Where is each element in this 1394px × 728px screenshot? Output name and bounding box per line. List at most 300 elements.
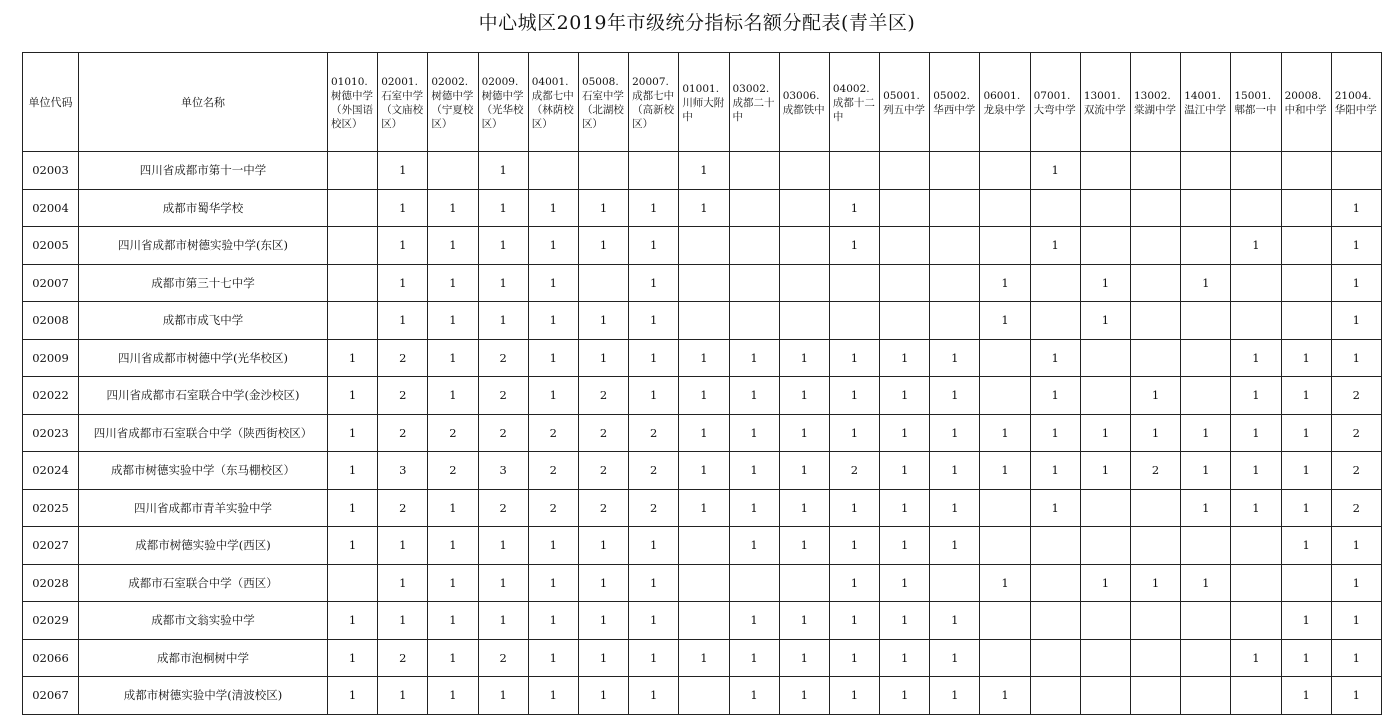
- unit-name-cell: 四川省成都市石室联合中学(金沙校区): [79, 377, 328, 415]
- quota-cell: 1: [1281, 377, 1331, 415]
- quota-cell: [779, 264, 829, 302]
- unit-name-cell: 成都市文翁实验中学: [79, 602, 328, 640]
- quota-cell: [980, 527, 1030, 565]
- quota-cell: [1131, 489, 1181, 527]
- header-school: 05008.石室中学（北湖校区）: [578, 53, 628, 152]
- quota-cell: 1: [328, 527, 378, 565]
- quota-cell: 1: [1331, 677, 1381, 715]
- quota-cell: 1: [779, 489, 829, 527]
- quota-cell: [528, 152, 578, 190]
- quota-cell: 2: [478, 489, 528, 527]
- quota-cell: 1: [980, 302, 1030, 340]
- quota-cell: 1: [428, 377, 478, 415]
- table-row: [23, 302, 1382, 340]
- table-row: [23, 489, 1382, 527]
- quota-cell: [779, 227, 829, 265]
- quota-cell: 2: [829, 452, 879, 490]
- quota-cell: 1: [679, 189, 729, 227]
- quota-cell: 1: [880, 639, 930, 677]
- quota-cell: [880, 302, 930, 340]
- quota-cell: 1: [1331, 189, 1381, 227]
- quota-cell: 1: [378, 189, 428, 227]
- quota-cell: [1131, 677, 1181, 715]
- quota-cell: [1181, 527, 1231, 565]
- quota-cell: [930, 152, 980, 190]
- quota-cell: [1131, 152, 1181, 190]
- table-row: [23, 264, 1382, 302]
- quota-cell: 1: [428, 677, 478, 715]
- quota-cell: 1: [528, 677, 578, 715]
- quota-cell: 1: [829, 639, 879, 677]
- quota-cell: 2: [428, 452, 478, 490]
- header-school: 02001.石室中学（文庙校区）: [378, 53, 428, 152]
- quota-cell: 1: [1281, 414, 1331, 452]
- quota-cell: [679, 677, 729, 715]
- quota-cell: 1: [980, 564, 1030, 602]
- quota-cell: 2: [629, 489, 679, 527]
- quota-cell: 2: [629, 414, 679, 452]
- quota-cell: 2: [378, 339, 428, 377]
- quota-cell: 1: [1281, 639, 1331, 677]
- quota-cell: 1: [478, 302, 528, 340]
- quota-cell: [1231, 527, 1281, 565]
- quota-cell: 1: [578, 339, 628, 377]
- quota-cell: 1: [629, 602, 679, 640]
- quota-cell: 1: [1080, 302, 1130, 340]
- quota-cell: [1181, 189, 1231, 227]
- quota-cell: 1: [578, 639, 628, 677]
- quota-cell: 1: [679, 452, 729, 490]
- quota-cell: [1131, 264, 1181, 302]
- quota-cell: 1: [1030, 489, 1080, 527]
- quota-cell: 1: [1181, 414, 1231, 452]
- table-row: [23, 189, 1382, 227]
- quota-cell: [1181, 302, 1231, 340]
- quota-cell: [1030, 527, 1080, 565]
- unit-code-cell: 02004: [23, 189, 79, 227]
- quota-cell: 1: [478, 264, 528, 302]
- quota-cell: 1: [1231, 414, 1281, 452]
- quota-cell: 1: [578, 227, 628, 265]
- quota-cell: 1: [578, 302, 628, 340]
- quota-cell: 1: [1080, 564, 1130, 602]
- quota-cell: 1: [629, 527, 679, 565]
- quota-cell: 1: [629, 189, 679, 227]
- quota-cell: [1181, 152, 1231, 190]
- quota-cell: [1080, 527, 1130, 565]
- quota-cell: [1030, 189, 1080, 227]
- header-school: 07001.大弯中学: [1030, 53, 1080, 152]
- quota-cell: 1: [779, 452, 829, 490]
- quota-cell: [980, 489, 1030, 527]
- quota-cell: 1: [328, 602, 378, 640]
- quota-cell: [1231, 152, 1281, 190]
- quota-cell: 1: [328, 677, 378, 715]
- header-school: 20008.中和中学: [1281, 53, 1331, 152]
- quota-cell: [1281, 152, 1331, 190]
- quota-cell: 3: [478, 452, 528, 490]
- quota-cell: 1: [328, 489, 378, 527]
- quota-cell: [1080, 639, 1130, 677]
- quota-cell: 1: [378, 302, 428, 340]
- quota-cell: [679, 527, 729, 565]
- quota-cell: [1080, 189, 1130, 227]
- quota-cell: [679, 227, 729, 265]
- quota-cell: 1: [1281, 489, 1331, 527]
- quota-cell: [428, 152, 478, 190]
- header-school: 15001.郫都一中: [1231, 53, 1281, 152]
- quota-cell: [328, 264, 378, 302]
- header-school: 03006.成都铁中: [779, 53, 829, 152]
- quota-cell: 1: [829, 527, 879, 565]
- table-row: [23, 152, 1382, 190]
- quota-cell: [1181, 677, 1231, 715]
- quota-cell: 1: [1281, 602, 1331, 640]
- unit-code-cell: 02009: [23, 339, 79, 377]
- quota-cell: 1: [1331, 602, 1381, 640]
- quota-cell: 1: [428, 339, 478, 377]
- quota-cell: 1: [880, 414, 930, 452]
- quota-cell: [1181, 377, 1231, 415]
- quota-cell: 1: [1281, 452, 1331, 490]
- quota-cell: [328, 152, 378, 190]
- quota-cell: 1: [428, 602, 478, 640]
- quota-cell: 1: [1030, 152, 1080, 190]
- quota-cell: 2: [578, 452, 628, 490]
- quota-cell: 1: [1331, 339, 1381, 377]
- table-row: [23, 414, 1382, 452]
- quota-cell: [1231, 189, 1281, 227]
- quota-cell: 1: [880, 489, 930, 527]
- quota-cell: 1: [1281, 677, 1331, 715]
- quota-cell: 1: [1331, 564, 1381, 602]
- quota-cell: 1: [679, 377, 729, 415]
- quota-cell: [1030, 564, 1080, 602]
- quota-cell: 1: [1181, 452, 1231, 490]
- header-school: 01010.树德中学（外国语校区）: [328, 53, 378, 152]
- quota-cell: [1080, 602, 1130, 640]
- quota-cell: [679, 302, 729, 340]
- quota-cell: [1030, 264, 1080, 302]
- quota-cell: 1: [1030, 227, 1080, 265]
- unit-name-cell: 成都市成飞中学: [79, 302, 328, 340]
- quota-cell: 1: [829, 189, 879, 227]
- quota-cell: 2: [428, 414, 478, 452]
- unit-name-cell: 成都市树德实验中学(西区): [79, 527, 328, 565]
- quota-cell: 1: [629, 677, 679, 715]
- quota-cell: 1: [1181, 489, 1231, 527]
- quota-cell: [930, 227, 980, 265]
- table-row: [23, 527, 1382, 565]
- header-school: 01001.川师大附中: [679, 53, 729, 152]
- unit-name-cell: 四川省成都市第十一中学: [79, 152, 328, 190]
- quota-cell: 1: [1331, 639, 1381, 677]
- unit-code-cell: 02007: [23, 264, 79, 302]
- quota-cell: 1: [829, 377, 879, 415]
- unit-name-cell: 四川省成都市石室联合中学（陕西街校区）: [79, 414, 328, 452]
- quota-cell: [328, 564, 378, 602]
- unit-name-cell: 成都市第三十七中学: [79, 264, 328, 302]
- quota-cell: 1: [880, 452, 930, 490]
- quota-cell: 1: [378, 152, 428, 190]
- quota-cell: 1: [1331, 264, 1381, 302]
- header-school: 03002.成都二十中: [729, 53, 779, 152]
- quota-cell: 1: [779, 339, 829, 377]
- quota-cell: [1080, 227, 1130, 265]
- quota-cell: 2: [1331, 452, 1381, 490]
- quota-cell: 2: [378, 489, 428, 527]
- quota-cell: [328, 189, 378, 227]
- quota-cell: 1: [378, 602, 428, 640]
- unit-code-cell: 02067: [23, 677, 79, 715]
- quota-cell: [829, 302, 879, 340]
- quota-cell: 2: [478, 639, 528, 677]
- quota-cell: [1030, 602, 1080, 640]
- quota-cell: [1080, 489, 1130, 527]
- quota-cell: 2: [1131, 452, 1181, 490]
- quota-cell: 1: [930, 639, 980, 677]
- unit-code-cell: 02025: [23, 489, 79, 527]
- quota-cell: [1131, 339, 1181, 377]
- quota-cell: 2: [478, 414, 528, 452]
- quota-cell: [1231, 302, 1281, 340]
- unit-code-cell: 02066: [23, 639, 79, 677]
- quota-cell: 1: [1030, 452, 1080, 490]
- quota-cell: 1: [1281, 527, 1331, 565]
- quota-cell: [1231, 264, 1281, 302]
- quota-cell: [1131, 639, 1181, 677]
- quota-cell: 1: [679, 339, 729, 377]
- quota-cell: 1: [1181, 564, 1231, 602]
- quota-cell: 1: [1080, 264, 1130, 302]
- quota-cell: 1: [930, 489, 980, 527]
- quota-cell: 1: [1231, 489, 1281, 527]
- unit-code-cell: 02008: [23, 302, 79, 340]
- quota-cell: [729, 302, 779, 340]
- quota-cell: [1080, 377, 1130, 415]
- quota-cell: [1080, 339, 1130, 377]
- quota-cell: 1: [829, 414, 879, 452]
- quota-cell: 1: [528, 602, 578, 640]
- unit-code-cell: 02027: [23, 527, 79, 565]
- table-row: [23, 339, 1382, 377]
- quota-cell: 1: [478, 152, 528, 190]
- quota-cell: [1281, 564, 1331, 602]
- header-school: 05002.华西中学: [930, 53, 980, 152]
- quota-cell: 1: [679, 152, 729, 190]
- quota-cell: 1: [528, 302, 578, 340]
- quota-cell: 1: [1131, 564, 1181, 602]
- quota-cell: 2: [378, 414, 428, 452]
- quota-table: [22, 52, 1382, 715]
- quota-cell: [629, 152, 679, 190]
- quota-cell: 1: [378, 264, 428, 302]
- quota-cell: 1: [578, 527, 628, 565]
- quota-cell: 1: [779, 677, 829, 715]
- quota-cell: 1: [729, 377, 779, 415]
- quota-cell: [1181, 602, 1231, 640]
- header-school: 13002.棠湖中学: [1131, 53, 1181, 152]
- quota-cell: [980, 377, 1030, 415]
- quota-cell: 1: [378, 527, 428, 565]
- table-row: [23, 227, 1382, 265]
- quota-cell: [328, 302, 378, 340]
- quota-cell: 1: [478, 677, 528, 715]
- quota-cell: 1: [528, 339, 578, 377]
- quota-cell: 1: [729, 639, 779, 677]
- quota-cell: [980, 339, 1030, 377]
- quota-cell: [880, 227, 930, 265]
- unit-name-cell: 成都市树德实验中学(清波校区): [79, 677, 328, 715]
- header-school: 02009.树德中学（光华校区）: [478, 53, 528, 152]
- table-row: [23, 677, 1382, 715]
- quota-cell: 1: [880, 339, 930, 377]
- quota-cell: [729, 152, 779, 190]
- quota-cell: 1: [1181, 264, 1231, 302]
- quota-cell: [1281, 302, 1331, 340]
- quota-cell: [1030, 677, 1080, 715]
- unit-code-cell: 02003: [23, 152, 79, 190]
- quota-cell: 1: [930, 414, 980, 452]
- quota-cell: 1: [679, 414, 729, 452]
- quota-cell: [980, 639, 1030, 677]
- quota-cell: [578, 152, 628, 190]
- quota-cell: [1131, 302, 1181, 340]
- header-school: 20007.成都七中（高新校区）: [629, 53, 679, 152]
- table-row: [23, 452, 1382, 490]
- quota-cell: 1: [980, 264, 1030, 302]
- unit-code-cell: 02024: [23, 452, 79, 490]
- quota-cell: 1: [478, 527, 528, 565]
- quota-cell: [729, 564, 779, 602]
- table-row: [23, 602, 1382, 640]
- header-school: 02002.树德中学（宁夏校区）: [428, 53, 478, 152]
- quota-cell: 1: [779, 527, 829, 565]
- table-row: [23, 377, 1382, 415]
- quota-cell: 2: [478, 377, 528, 415]
- quota-cell: [829, 152, 879, 190]
- quota-cell: 1: [1231, 452, 1281, 490]
- quota-cell: 1: [528, 227, 578, 265]
- quota-cell: [1131, 189, 1181, 227]
- quota-cell: [980, 227, 1030, 265]
- quota-cell: [1080, 152, 1130, 190]
- unit-name-cell: 四川省成都市青羊实验中学: [79, 489, 328, 527]
- unit-code-cell: 02022: [23, 377, 79, 415]
- quota-cell: [1181, 227, 1231, 265]
- quota-cell: 1: [729, 414, 779, 452]
- quota-cell: [1281, 189, 1331, 227]
- quota-cell: [779, 189, 829, 227]
- quota-cell: 1: [930, 677, 980, 715]
- table-header: [23, 53, 1382, 152]
- quota-cell: 1: [528, 189, 578, 227]
- quota-cell: [1030, 302, 1080, 340]
- quota-cell: 1: [428, 302, 478, 340]
- quota-cell: 3: [378, 452, 428, 490]
- quota-cell: 1: [328, 452, 378, 490]
- quota-cell: 1: [1131, 414, 1181, 452]
- quota-cell: 1: [578, 677, 628, 715]
- quota-cell: [729, 227, 779, 265]
- quota-cell: 2: [629, 452, 679, 490]
- quota-cell: 1: [980, 414, 1030, 452]
- unit-name-cell: 四川省成都市树德实验中学(东区): [79, 227, 328, 265]
- quota-cell: 1: [428, 264, 478, 302]
- quota-cell: 1: [829, 489, 879, 527]
- quota-cell: 1: [478, 564, 528, 602]
- quota-cell: 1: [679, 489, 729, 527]
- quota-cell: 1: [478, 227, 528, 265]
- quota-cell: [980, 152, 1030, 190]
- quota-cell: 2: [528, 489, 578, 527]
- unit-name-cell: 四川省成都市树德中学(光华校区): [79, 339, 328, 377]
- quota-cell: 1: [880, 527, 930, 565]
- quota-cell: [578, 264, 628, 302]
- unit-name-cell: 成都市树德实验中学（东马棚校区）: [79, 452, 328, 490]
- quota-cell: [779, 152, 829, 190]
- quota-cell: 1: [1231, 377, 1281, 415]
- quota-cell: [930, 189, 980, 227]
- quota-cell: 1: [1331, 527, 1381, 565]
- quota-cell: [1181, 639, 1231, 677]
- header-row: [23, 53, 1382, 152]
- quota-cell: 1: [779, 639, 829, 677]
- quota-cell: 2: [1331, 489, 1381, 527]
- quota-cell: 1: [428, 227, 478, 265]
- quota-cell: 1: [328, 414, 378, 452]
- quota-cell: 1: [930, 452, 980, 490]
- quota-cell: [1030, 639, 1080, 677]
- quota-cell: 1: [829, 564, 879, 602]
- quota-cell: 1: [829, 339, 879, 377]
- unit-name-cell: 成都市泡桐树中学: [79, 639, 328, 677]
- quota-cell: [1181, 339, 1231, 377]
- quota-cell: 1: [328, 639, 378, 677]
- quota-cell: 2: [378, 639, 428, 677]
- quota-cell: 1: [729, 527, 779, 565]
- quota-cell: 1: [1030, 339, 1080, 377]
- quota-cell: 1: [1080, 414, 1130, 452]
- unit-code-cell: 02023: [23, 414, 79, 452]
- quota-cell: [980, 189, 1030, 227]
- quota-cell: [1131, 602, 1181, 640]
- quota-cell: 1: [478, 189, 528, 227]
- table-body: [23, 152, 1382, 715]
- quota-cell: 1: [880, 602, 930, 640]
- quota-cell: [679, 264, 729, 302]
- quota-cell: [880, 189, 930, 227]
- quota-cell: 1: [729, 677, 779, 715]
- quota-cell: [930, 564, 980, 602]
- quota-cell: 1: [578, 602, 628, 640]
- quota-cell: 1: [1231, 639, 1281, 677]
- quota-cell: [1231, 677, 1281, 715]
- quota-cell: 2: [578, 377, 628, 415]
- quota-cell: 1: [779, 414, 829, 452]
- quota-cell: [880, 264, 930, 302]
- quota-cell: 2: [578, 414, 628, 452]
- quota-cell: 1: [930, 339, 980, 377]
- quota-cell: 1: [1231, 339, 1281, 377]
- quota-cell: 1: [779, 377, 829, 415]
- quota-cell: [829, 264, 879, 302]
- quota-cell: 1: [1231, 227, 1281, 265]
- quota-cell: 1: [1331, 302, 1381, 340]
- quota-cell: 1: [629, 339, 679, 377]
- quota-cell: 1: [1030, 377, 1080, 415]
- quota-cell: 1: [829, 677, 879, 715]
